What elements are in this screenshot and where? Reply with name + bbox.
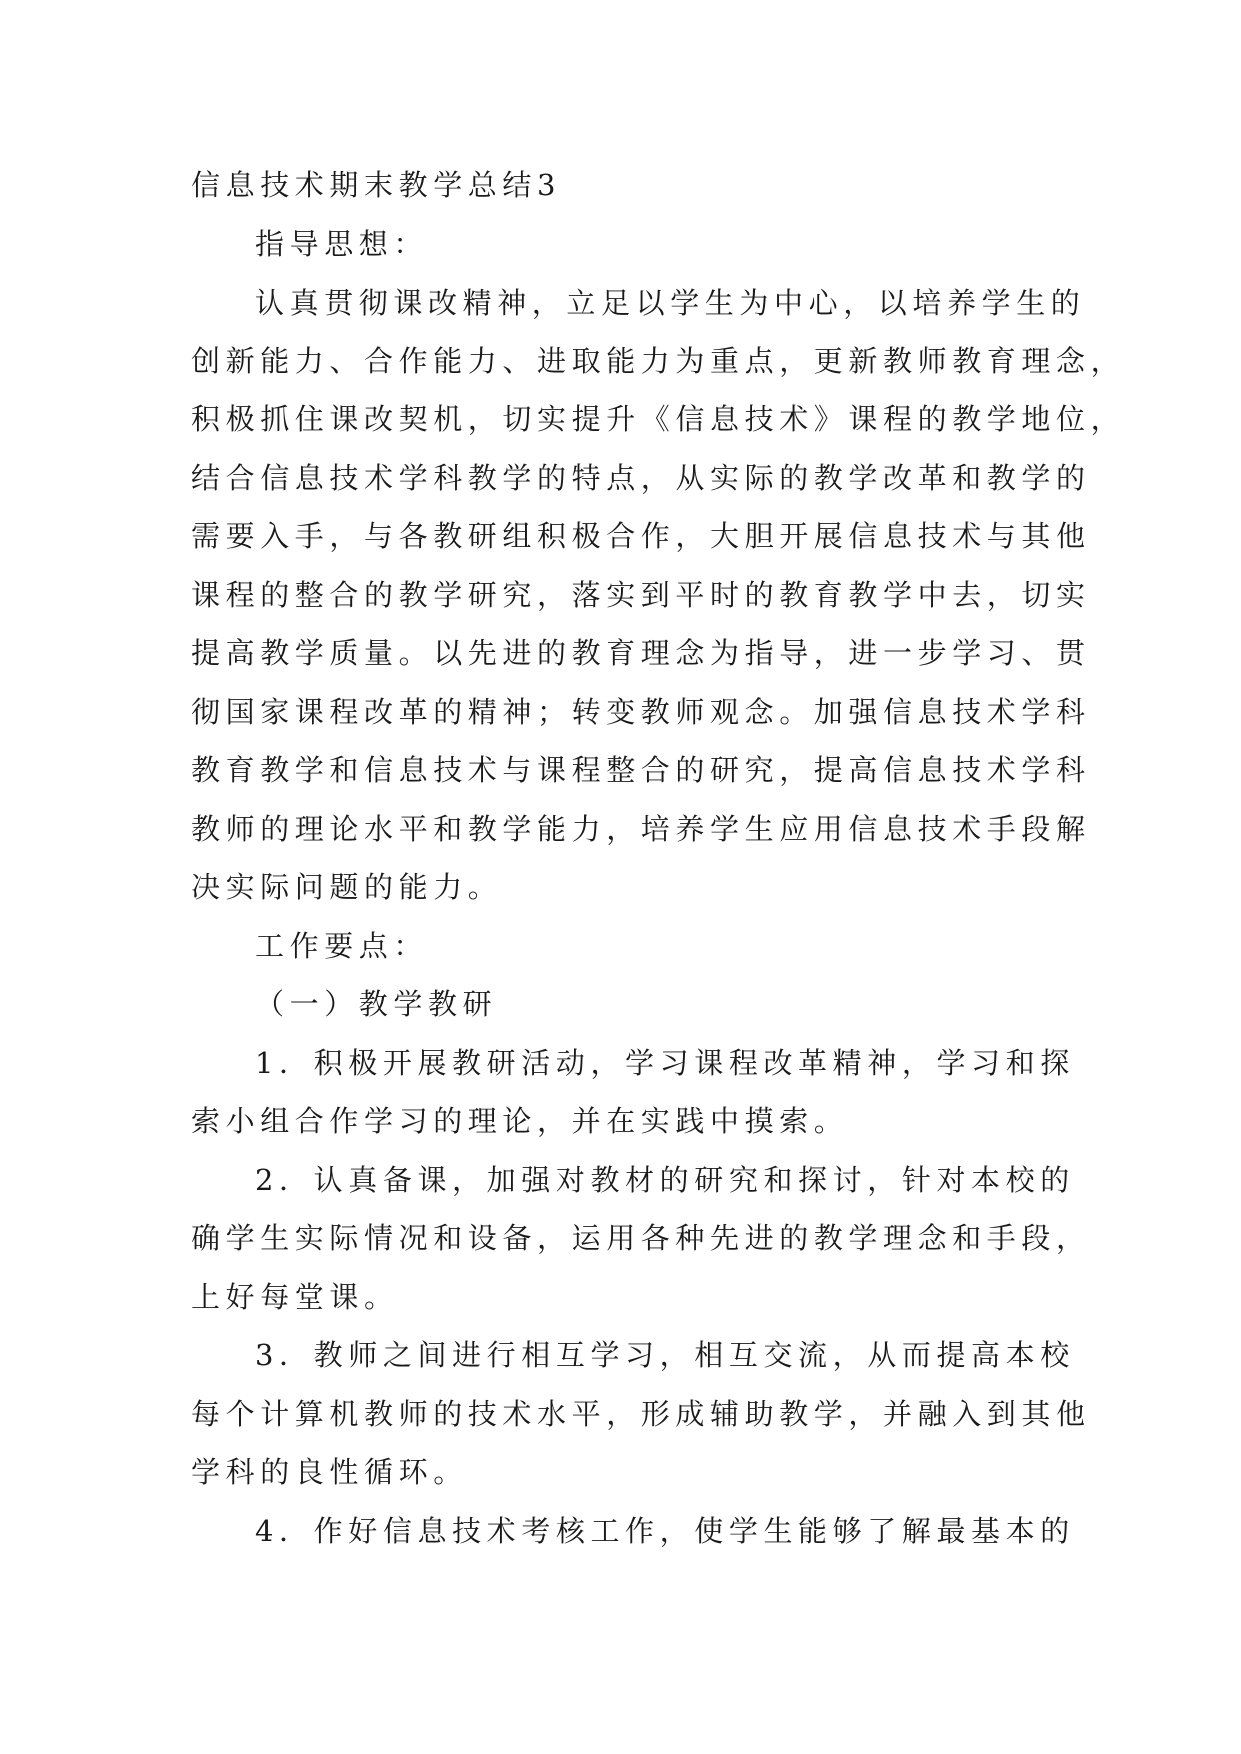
paragraph-line: 认真贯彻课改精神，立足以学生为中心，以培养学生的: [255, 286, 1086, 320]
list-item-line: 4．作好信息技术考核工作，使学生能够了解最基本的: [255, 1514, 1075, 1548]
paragraph-line: 需要入手，与各教研组积极合作，大胆开展信息技术与其他: [191, 519, 1091, 553]
heading-guiding-thought: 指导思想：: [255, 227, 429, 261]
paragraph-line: 彻国家课程改革的精神；转变教师观念。加强信息技术学科: [191, 695, 1091, 729]
list-item-line: 确学生实际情况和设备，运用各种先进的教学理念和手段，: [191, 1221, 1091, 1255]
paragraph-line: 决实际问题的能力。: [191, 870, 503, 904]
list-item-line: 索小组合作学习的理论，并在实践中摸索。: [191, 1104, 849, 1138]
paragraph-line: 提高教学质量。以先进的教育理念为指导，进一步学习、贯: [191, 636, 1091, 670]
list-item-line: 上好每堂课。: [191, 1280, 399, 1314]
list-item-line: 3．教师之间进行相互学习，相互交流，从而提高本校: [255, 1338, 1075, 1372]
list-item-line: 每个计算机教师的技术水平，形成辅助教学，并融入到其他: [191, 1397, 1091, 1431]
paragraph-line: 结合信息技术学科教学的特点，从实际的教学改革和教学的: [191, 461, 1091, 495]
heading-work-points: 工作要点：: [255, 929, 429, 963]
paragraph-line: 课程的整合的教学研究，落实到平时的教育教学中去，切实: [191, 578, 1091, 612]
paragraph-line: 教育教学和信息技术与课程整合的研究，提高信息技术学科: [191, 753, 1091, 787]
document-title: 信息技术期末教学总结3: [191, 168, 562, 202]
paragraph-line: 教师的理论水平和教学能力，培养学生应用信息技术手段解: [191, 812, 1091, 846]
list-item-line: 2．认真备课，加强对教材的研究和探讨，针对本校的: [255, 1163, 1075, 1197]
list-item-line: 1．积极开展教研活动，学习课程改革精神，学习和探: [255, 1046, 1075, 1080]
paragraph-line: 创新能力、合作能力、进取能力为重点，更新教师教育理念，: [191, 344, 1126, 378]
list-item-line: 学科的良性循环。: [191, 1455, 468, 1489]
section-heading: （一）教学教研: [255, 987, 498, 1021]
paragraph-line: 积极抓住课改契机，切实提升《信息技术》课程的教学地位，: [191, 402, 1126, 436]
